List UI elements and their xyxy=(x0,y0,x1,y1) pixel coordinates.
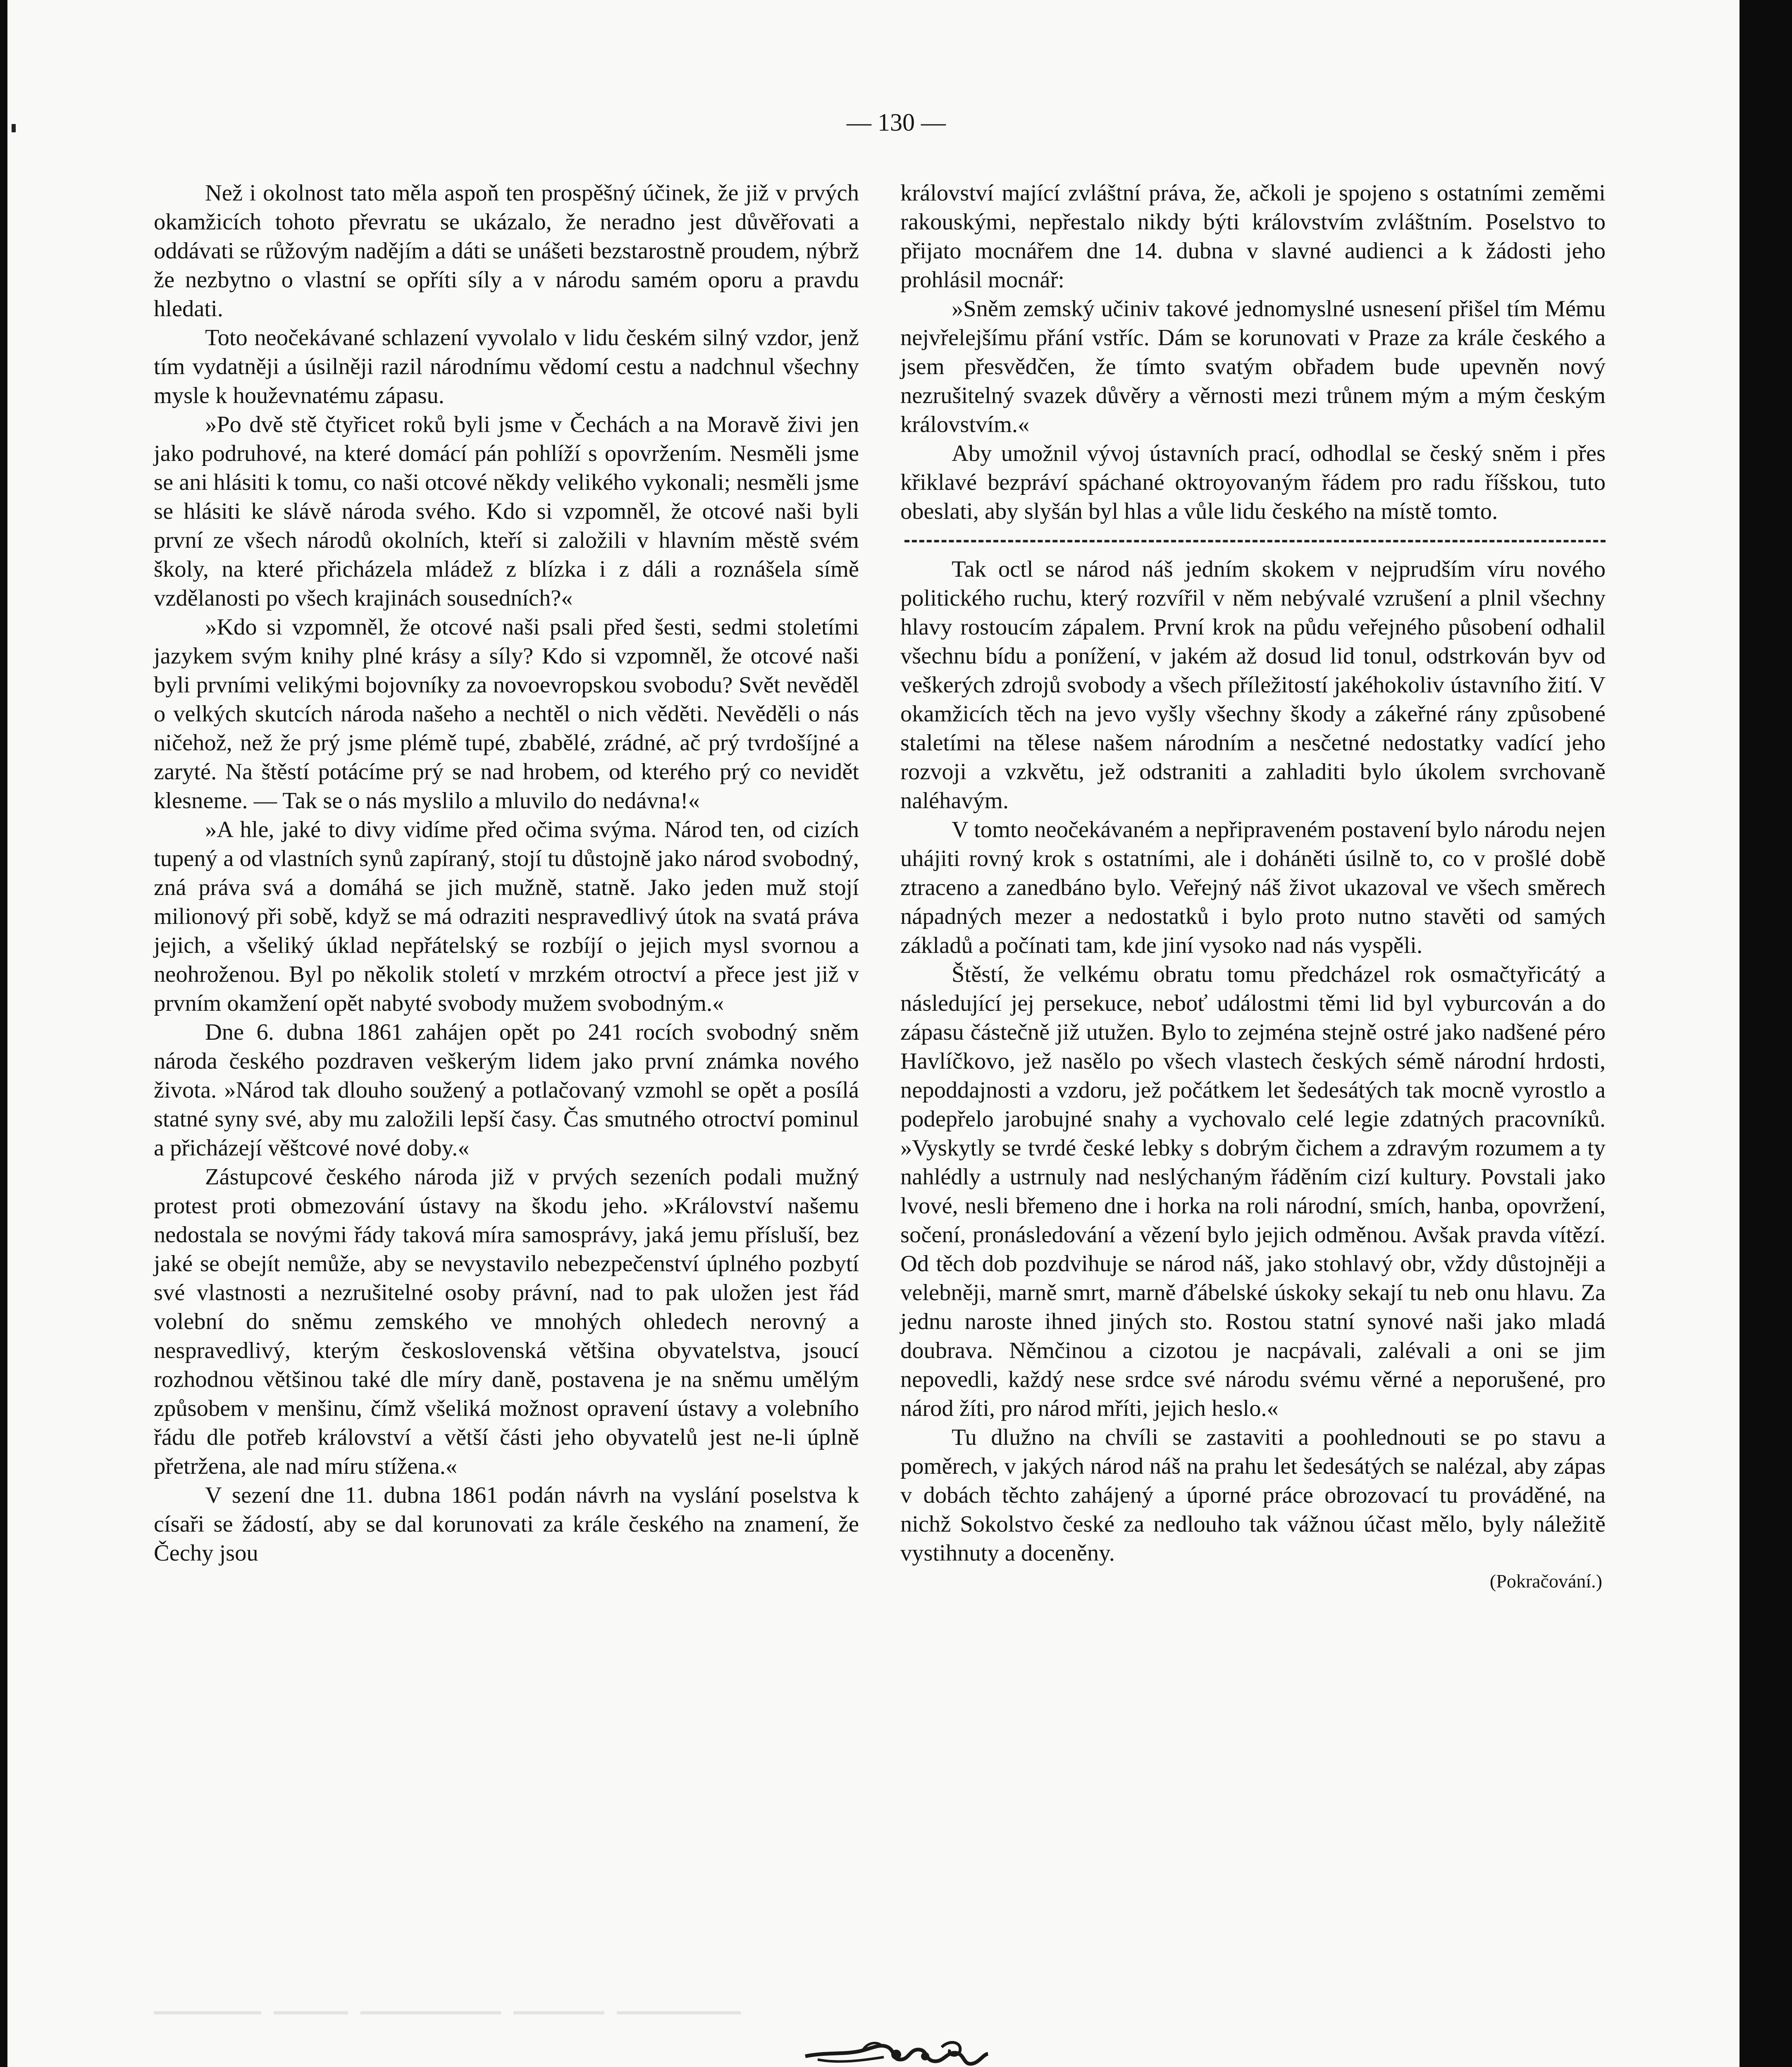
paragraph: V sezení dne 11. dubna 1861 podán návrh na vyslání poselstva k císaři se žádostí, aby se dal korunovati za krále českého na znamení, že Čechy jsou xyxy=(154,1482,859,1566)
paragraph: Aby umožnil vývoj ústavních prací, odhodlal se český sněm i přes křiklavé bezpráví spáchané oktroyovaným řádem pro radu říšskou, tuto obeslati, aby slyšán byl hlas a vůle lidu českého na místě tomto. xyxy=(900,441,1606,524)
scan-border xyxy=(1740,0,1792,2067)
paragraph: »Sněm zemský učiniv takové jednomyslné usnesení přišel tím Mému nejvřelejšímu přání vstříc. Dám se korunovati v Praze za krále českého a jsem přesvědčen, že tímto svatým obřadem bude upevněn nový nezrušitelný svazek důvěry a věrnosti mezi trůnem mým a mým českým královstvím.« xyxy=(900,296,1606,437)
right-column xyxy=(900,179,1606,1595)
paragraph: Dne 6. dubna 1861 zahájen opět po 241 rocích svobodný sněm národa českého pozdraven veškerým lidem jako první známka nového života. »Národ tak dlouho soužený a potlačovaný vzmohl se opět a posílá statné syny své, aby mu založili lepší časy. Čas smutného otroctví pominul a přicházejí věštcové nové doby.« xyxy=(154,1019,859,1161)
paragraph: »Po dvě stě čtyřicet roků byli jsme v Čechách a na Moravě živi jen jako podruhové, na které domácí pán pohlíží s opovržením. Nesměli jsme se ani hlásiti k tomu, co naši otcové někdy velikého vykonali; nesměli jsme se hlásiti ke slávě národa svého. Kdo si vzpomněl, že otcové naši byli první ze všech národů okolních, kteří si založili v hlavním městě svém školy, na které přicházela mládež z blízka i z dáli a roznášela símě vzdělanosti po všech krajinách sousedních?« xyxy=(154,412,859,611)
page-number: — 130 — xyxy=(847,109,946,136)
paragraph: Než i okolnost tato měla aspoň ten prospěšný účinek, že již v prvých okamžicích tohoto převratu se ukázalo, že neradno jest důvěřovati a oddávati se růžovým nadějím a dáti se unášeti bezstarostně proudem, nýbrž že nezbytno o vlastní se opříti síly a v národu samém oporu a pravdu hledati. xyxy=(154,180,859,322)
section-divider xyxy=(900,526,1606,555)
paragraph: V tomto neočekávaném a nepřipraveném postavení bylo národu nejen uhájiti rovný krok s ostatními, ale i doháněti úsilně to, co v prošlé době ztraceno a zanedbáno bylo. Veřejný náš život ukazoval ve všech směrech nápadných mezer a nedostatků i bylo proto nutno stavěti od samých základů a počínati tam, kde jiní vysoko nad nás vyspěli. xyxy=(900,817,1606,958)
paragraph: Tak octl se národ náš jedním skokem v nejprudším víru nového politického ruchu, který rozvířil v něm nebývalé vzrušení a plnil všechny hlavy rostoucím zápalem. První krok na půdu veřejného působení odhalil všechnu bídu a ponížení, v jakém až dosud lid tonul, odstrkován byv od veškerých zdrojů svobody a všech příležitostí jakéhokoliv ústavního žití. V okamžicích těch na jevo vyšly všechny škody a zákeřné rány způsobené staletími na tělese našem národním a nesčetné nedostatky vadící jeho rozvoji a vzkvětu, jež odstraniti a zahladiti bylo úkolem svrchovaně naléhavým. xyxy=(900,556,1606,814)
paragraph: Zástupcové českého národa již v prvých sezeních podali mužný protest proti obmezování ústavy na škodu jeho. »Království našemu nedostala se novými řády taková míra samosprávy, jaká jemu přísluší, bez jaké se obejít nemůže, aby se nevystavilo nebezpečenství úplného pozbytí své vlastnosti a nezrušitelné osoby právní, nad to pak uložen jest řád volební do sněmu zemského ve mnohých ohledech nerovný a nespravedlivý, kterým československá většina obyvatelstva, jsoucí rozhodnou většinou také dle míry daně, postavena je na sněmu umělým způsobem v menšinu, čímž všeliká možnost opravení ústavy a volebního řádu dle potřeb království a větší části jeho obyvatelů jest ne-li úplně přetržena, ale nad míru stížena.« xyxy=(154,1164,859,1479)
paragraph: Toto neočekávané schlazení vyvolalo v lidu českém silný vzdor, jenž tím vydatněji a úsilněji razil národnímu vědomí cestu a nadchnul všechny mysle k houževnatému zápasu. xyxy=(154,325,859,408)
paragraph: »Kdo si vzpomněl, že otcové naši psali před šesti, sedmi stoletími jazykem svým knihy plné krásy a síly? Kdo si vzpomněl, že otcové naši byli prvními velikými bojovníky za novoevropskou svobodu? Svět nevěděl o velkých skutcích národa našeho a nechtěl o nich věděti. Nevěděli o nás ničehož, než že prý jsme plémě tupé, zbabělé, zrádné, ač prý tvrdošíjné a zaryté. Na štěstí potácíme prý se nad hrobem, od kterého prý co nevidět klesneme. — Tak se o nás myslilo a mluvilo do nedávna!« xyxy=(154,614,859,814)
ornament-flourish-icon xyxy=(801,2031,991,2067)
continued-note: (Pokračování.) xyxy=(1489,1571,1602,1592)
scan-mark xyxy=(12,124,16,132)
left-column xyxy=(154,179,859,1568)
document-page xyxy=(7,0,1740,2067)
bleed-through-text xyxy=(154,2009,774,2034)
paragraph: Štěstí, že velkému obratu tomu předcházel rok osmačtyřicátý a následující jej persekuce, neboť událostmi těmi lid byl vyburcován a do zápasu částečně již utužen. Bylo to zejména stejně ostré jako nadšené péro Havlíčkovo, jež nasělo po všech vlastech českých sémě národní hrdosti, nepoddajnosti a vzdoru, jež počátkem let šedesátých tak mocně vyrostlo a podepřelo jarobujné snahy a vychovalo celé legie zdatných pracovníků. »Vyskytly se tvrdé české lebky s dobrým čichem a zdravým rozumem a ty nahlédly a ustrnuly nad neslýchaným řáděním cizí kultury. Povstali jako lvové, nesli břemeno dne i horka na roli národní, smích, hanba, opovržení, sočení, pronásledování a vězení bylo jejich odměnou. Avšak pravda vítězí. Od těch dob pozdvihuje se národ náš, jako stohlavý obr, vždy důstojněji a velebněji, marně smrt, marně ďábelské úskoky sekají tu neb onu hlavu. Za jednu naroste ihned jiných sto. Rostou statní synové naši jako mladá doubrava. Němčinou a cizotou je nacpávali, zalévali a oni se jim nepovedli, každý nese srdce své národu svému věrné a neporušené, pro národ žíti, pro národ mříti, jejich heslo.« xyxy=(900,962,1606,1421)
paragraph: království mající zvláštní práva, že, ačkoli je spojeno s ostatními zeměmi rakouskými, nepřestalo nikdy býti královstvím zvláštním. Poselstvo to přijato mocnářem dne 14. dubna v slavné audienci a k žádosti jeho prohlásil mocnář: xyxy=(900,180,1606,293)
paragraph: Tu dlužno na chvíli se zastaviti a poohlednouti se po stavu a poměrech, v jakých národ náš na prahu let šedesátých se nalézal, aby zápas v dobách těchto zahájený a úporné práce obrozovací tu prováděné, na nichž Sokolstvo české za nedlouho tak vážnou účast mělo, byly náležitě vystihnuty a doceněny. xyxy=(900,1425,1606,1566)
paragraph: »A hle, jaké to divy vidíme před očima svýma. Národ ten, od cizích tupený a od vlastních synů zapíraný, stojí tu důstojně jako národ svobodný, zná práva svá a domáhá se jich mužně, statně. Jako jeden muž stojí milionový při sobě, když se má odraziti nespravedlivý útok na svatá práva jejich, a všeliký úklad nepřátelský se rozbíjí o jejich mysl svornou a neohroženou. Byl po několik století v mrzkém otroctví a přece jest již v prvním okamžení opět nabyté svobody mužem svobodným.« xyxy=(154,817,859,1016)
